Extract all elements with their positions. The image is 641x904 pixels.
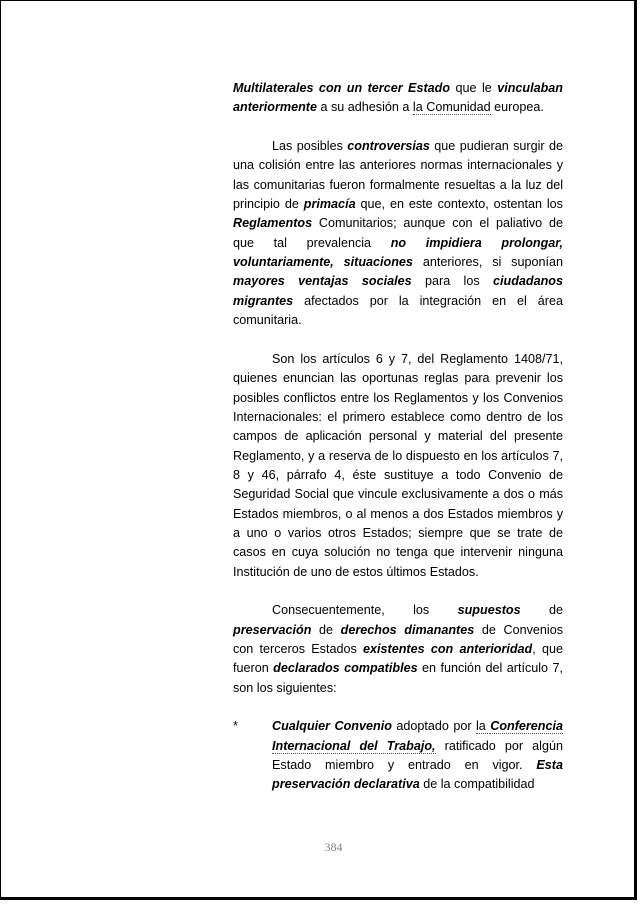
page-number: 384 bbox=[324, 840, 343, 854]
body-span: ratificado por algún Estado miembro y entrado en vigor. bbox=[272, 738, 563, 773]
body-span: adoptado por bbox=[391, 719, 476, 734]
emphasis-text: Multilaterales con un tercer Estado bbox=[233, 81, 451, 95]
body-span: en función del artículo 7, son los siguientes: bbox=[233, 661, 563, 695]
emphasis-text: ciudadanos migrantes bbox=[233, 274, 563, 308]
body-span: que pudieran surgir de una colisión entre las anteriores normas internacionales y las comunitarias fueron formalmente resueltas a la luz del principio de bbox=[233, 139, 563, 212]
emphasis-text: preservación bbox=[233, 622, 312, 637]
emphasis-text: no impidiera prolongar, voluntariamente, situaciones bbox=[233, 235, 563, 270]
body-span: , que fueron bbox=[233, 641, 563, 676]
bullet-item bbox=[233, 717, 563, 794]
paragraph-continuation bbox=[233, 79, 563, 118]
body-span: de bbox=[520, 603, 563, 618]
emphasis-text: mayores ventajas sociales bbox=[233, 274, 412, 289]
body-span: Comunitarios; aunque con el paliativo de que tal prevalencia bbox=[233, 216, 563, 250]
emphasis-text: declarados compatibles bbox=[273, 661, 418, 676]
body-span: para los bbox=[411, 274, 494, 289]
body-span: Las posibles bbox=[272, 139, 348, 154]
emphasis-text: supuestos bbox=[457, 603, 521, 618]
body-span: europea. bbox=[490, 100, 544, 115]
body-span: de Convenios con terceros Estados bbox=[233, 622, 564, 656]
paragraph-consecuentemente bbox=[233, 601, 563, 698]
body-span: de la compatibilidad bbox=[419, 777, 535, 792]
emphasis-text: Esta preservación declarativa bbox=[272, 758, 563, 792]
body-text bbox=[233, 79, 563, 795]
emphasis-text: derechos dimanantes bbox=[340, 622, 475, 637]
emphasis-text: Reglamentos bbox=[233, 216, 313, 231]
emphasis-text: existentes con anterioridad bbox=[363, 641, 533, 656]
body-span: a su adhesión a bbox=[316, 100, 413, 115]
body-span: anteriores, si suponían bbox=[412, 255, 563, 270]
emphasis-text: primacía bbox=[303, 197, 356, 212]
paragraph-controversias bbox=[233, 137, 563, 330]
body-span: de bbox=[311, 622, 341, 637]
paragraph-articulos bbox=[233, 350, 563, 582]
body-span: Consecuentemente, los bbox=[272, 603, 458, 618]
dotted-underline-text: la bbox=[475, 719, 491, 734]
bullet-marker: * bbox=[233, 719, 238, 734]
paragraph-gap bbox=[233, 582, 563, 601]
body-span: que le bbox=[450, 81, 498, 95]
paragraph-gap bbox=[233, 698, 563, 717]
paragraph-gap bbox=[233, 118, 563, 137]
emphasis-text: controversias bbox=[347, 139, 430, 154]
body-span: afectados por la integración en el área comunitaria. bbox=[233, 293, 563, 328]
paragraph-gap bbox=[233, 330, 563, 349]
emphasis-text: vinculaban anteriormente bbox=[233, 81, 563, 115]
emphasis-text: Cualquier Convenio bbox=[272, 719, 392, 734]
body-span: Son los artículos 6 y 7, del Reglamento 1408/71, quienes enuncian las oportunas reglas para prevenir los posibles conflictos entre los Reglamentos y los Convenios Internacionales: el primero establece como dentro de los campos de aplicación personal y material del presente Reglamento, y a reserva de lo dispuesto en los artículos 7, 8 y 46, párrafo 4, éste sustituye a todo Convenio de Seguridad Social que vincule exclusivamente a dos o más Estados miembros, o al menos a dos Estados miembros y a uno o varios otros Estados; siempre que se trate de casos en cuya solución no tenga que intervenir ninguna Institución de uno de estos últimos Estados. bbox=[233, 351, 563, 579]
dotted-underline-text: la Comunidad bbox=[412, 100, 491, 115]
body-span: que, en este contexto, ostentan los bbox=[355, 197, 563, 212]
emphasis-text: Conferencia Internacional del Trabajo, bbox=[272, 719, 564, 753]
